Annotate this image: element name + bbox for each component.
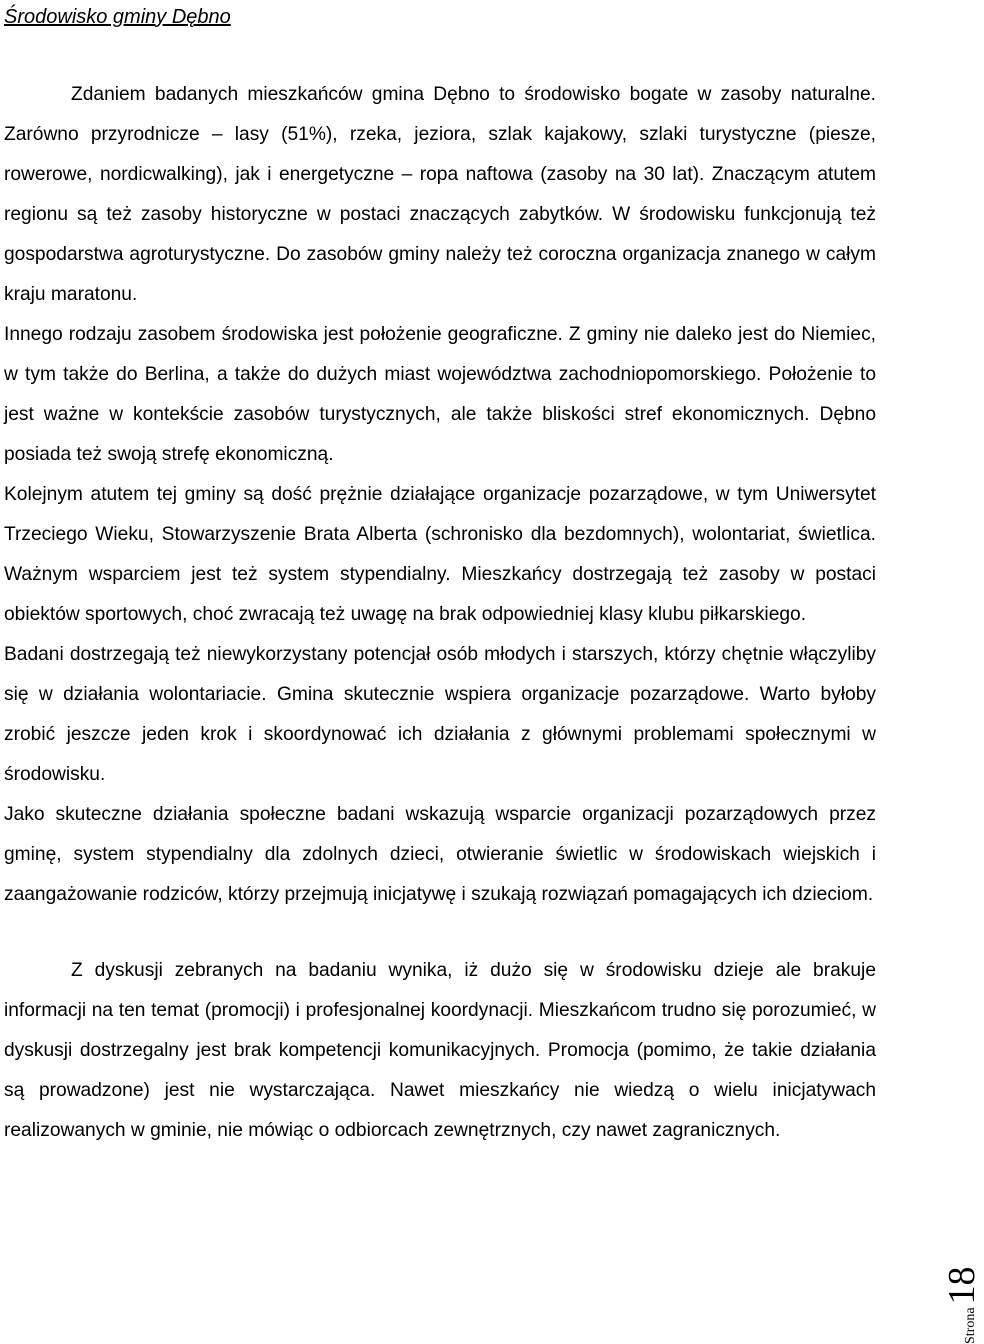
paragraph-untapped-potential: Badani dostrzegają też niewykorzystany potencjał osób młodych i starszych, którzy chętnie włączyliby się w działania wolontariacie. Gmina skutecznie wspiera organizacje pozarządowe. Warto byłoby zrobić jeszcze jeden krok i skoordynować ich działania z głównymi problemami społecznymi w środowisku. <box>4 644 876 785</box>
paragraph-geographic-location: Innego rodzaju zasobem środowiska jest położenie geograficzne. Z gminy nie daleko jest do Niemiec, w tym także do Berlina, a także do dużych miast województwa zachodniopomorskiego. Położenie to jest ważne w kontekście zasobów turystycznych, ale także bliskości stref ekonomicznych. Dębno posiada też swoją strefę ekonomiczną. <box>4 324 876 465</box>
page-number-label <box>940 1266 984 1344</box>
page-number: 18 <box>941 1266 983 1305</box>
page-footer <box>918 1230 983 1344</box>
document-page <box>4 0 876 1151</box>
page-label: Strona <box>963 1307 978 1344</box>
paragraph-natural-resources: Zdaniem badanych mieszkańców gmina Dębno to środowisko bogate w zasoby naturalne. Zarówno przyrodnicze – lasy (51%), rzeka, jeziora, szlak kajakowy, szlaki turystyczne (piesze, rowerowe, nordicwalking), jak i energetyczne – ropa naftowa (zasoby na 30 lat). Znaczącym atutem regionu są też zasoby historyczne w postaci znaczących zabytków. W środowisku funkcjonują też gospodarstwa agroturystyczne. Do zasobów gminy należy też coroczna organizacja znanego w całym kraju maratonu. <box>4 84 876 305</box>
page-title: Środowisko gminy Dębno <box>4 6 231 28</box>
paragraph-social-actions: Jako skuteczne działania społeczne badani wskazują wsparcie organizacji pozarządowych przez gminę, system stypendialny dla zdolnych dzieci, otwieranie świetlic w środowiskach wiejskich i zaangażowanie rodziców, którzy przejmują inicjatywę i szukają rozwiązań pomagających ich dzieciom. <box>4 804 876 905</box>
paragraph-ngo-organizations: Kolejnym atutem tej gminy są dość prężnie działające organizacje pozarządowe, w tym Uniwersytet Trzeciego Wieku, Stowarzyszenie Brata Alberta (schronisko dla bezdomnych), wolontariat, świetlica. Ważnym wsparciem jest też system stypendialny. Mieszkańcy dostrzegają też zasoby w postaci obiektów sportowych, choć zwracają też uwagę na brak odpowiedniej klasy klubu piłkarskiego. <box>4 484 876 625</box>
paragraph-discussion-summary: Z dyskusji zebranych na badaniu wynika, iż dużo się w środowisku dzieje ale brakuje informacji na ten temat (promocji) i profesjonalnej koordynacji. Mieszkańcom trudno się porozumieć, w dyskusji dostrzegalny jest brak kompetencji komunikacyjnych. Promocja (pomimo, że takie działania są prowadzone) jest nie wystarczająca. Nawet mieszkańcy nie wiedzą o wielu inicjatywach realizowanych w gminie, nie mówiąc o odbiorcach zewnętrznych, czy nawet zagranicznych. <box>4 960 876 1141</box>
